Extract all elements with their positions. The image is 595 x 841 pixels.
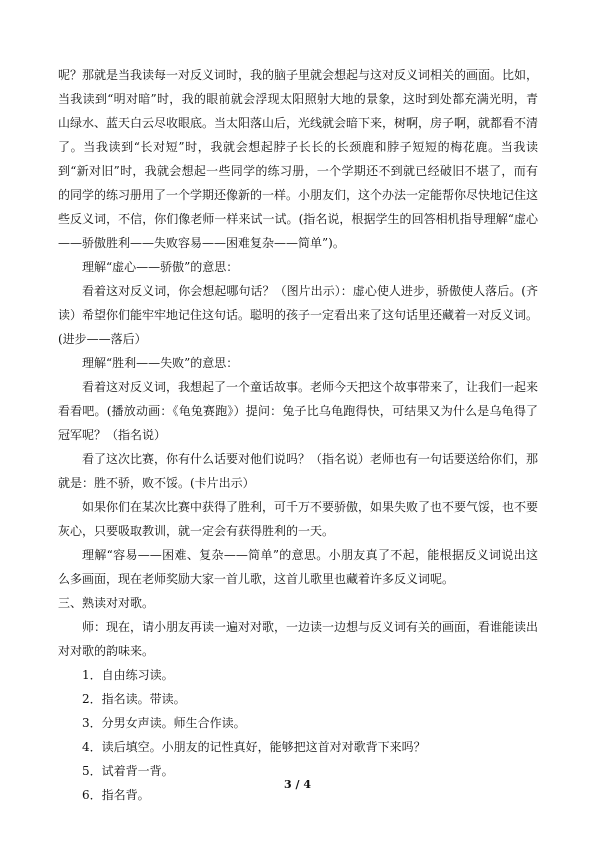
paragraph-intro: 呢？那就是当我读每一对反义词时，我的脑子里就会想起与这对反义词相关的画面。比如，当我读到“明对暗”时，我的眼前就会浮现太阳照射大地的景象，这时到处都充满光明，青山绿水、蓝天白云尽收眼底。当太阳落山后，光线就会暗下来，树啊，房子啊，就都看不清了。当我读到“长对短”时，我就会想起脖子长长的长颈鹿和脖子短短的梅花鹿。当我读到“新对旧”时，我就会想起一些同学的练习册，一个学期还不到就已经破旧不堪了，而有的同学的练习册用了一个学期还像新的一样。小朋友们，这个办法一定能帮你尽快地记住这些反义词，不信，你们像老师一样来试一试。(指名说，根据学生的回答相机指导理解“虚心——骄傲胜利——失败容易——困难复杂——简单”)。 (58, 68, 539, 250)
list-item: 1．自由练习读。 (82, 668, 174, 682)
paragraph-heading-shengli: 理解“胜利——失败”的意思： (82, 356, 239, 370)
list-item: 6．指名背。 (82, 788, 150, 802)
paragraph-heading-rongyi: 理解“容易——困难、复杂——简单”的意思。小朋友真了不起，能根据反义词说出这么多画面，现在老师奖励大家一首儿歌，这首儿歌里也藏着许多反义词呢。 (58, 548, 538, 586)
section-heading-three: 三、熟读对对歌。 (58, 596, 155, 610)
list-item: 4．读后填空。小朋友的记性真好，能够把这首对对歌背下来吗？ (82, 740, 426, 754)
paragraph-heading-xuxin: 理解“虚心——骄傲”的意思： (82, 260, 239, 274)
paragraph-teacher: 师：现在，请小朋友再读一遍对对歌，一边读一边想与反义词有关的画面，看谁能读出对对歌的韵味来。 (58, 620, 539, 658)
list-item: 3．分男女声读。师生合作读。 (82, 716, 246, 730)
document-body (58, 63, 538, 807)
paragraph-xuxin-body: 看着这对反义词，你会想起哪句话？（图片出示）：虚心使人进步，骄傲使人落后。(齐读）希望你们能牢牢地记住这句话。聪明的孩子一定看出来了这句话里还藏着一对反义词。(进步——落后） (58, 284, 539, 346)
paragraph-story: 看着这对反义词，我想起了一个童话故事。老师今天把这个故事带来了，让我们一起来看看吧。(播放动画：《龟兔赛跑》）提问：兔子比乌龟跑得快，可结果又为什么是乌龟得了冠军呢？（指名说） (58, 380, 539, 442)
paragraph-advice: 看了这次比赛，你有什么话要对他们说吗？（指名说）老师也有一句话要送给你们，那就是：胜不骄，败不馁。(卡片出示） (58, 452, 539, 490)
paragraph-encourage: 如果你们在某次比赛中获得了胜利，可千万不要骄傲，如果失败了也不要气馁，也不要灰心，只要吸取教训，就一定会有获得胜利的一天。 (58, 500, 539, 538)
list-item: 5．试着背一背。 (82, 764, 174, 778)
page-number: 3 / 4 (284, 778, 311, 791)
list-item: 2．指名读。带读。 (82, 692, 186, 706)
